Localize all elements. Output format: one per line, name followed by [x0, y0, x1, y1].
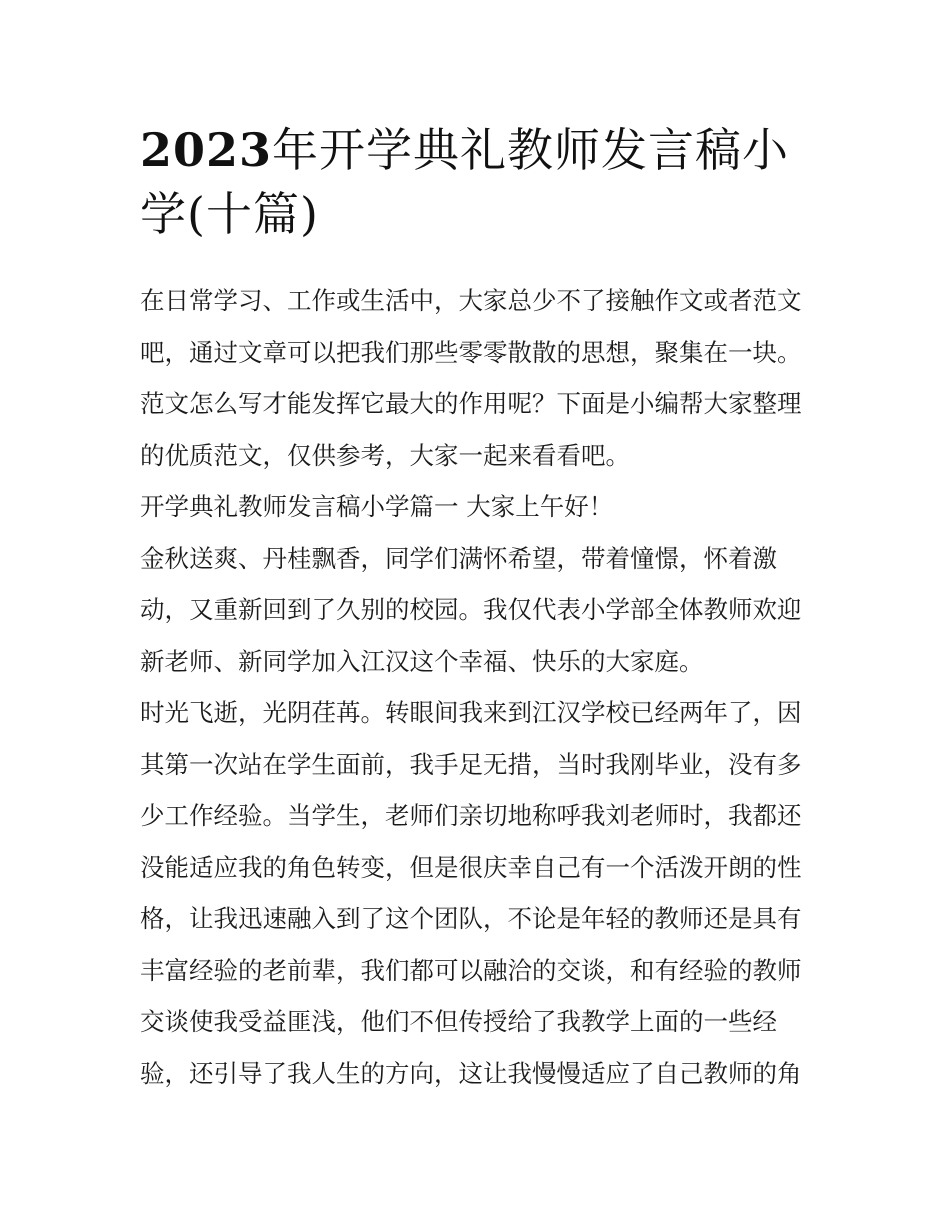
- body-line: 动，又重新回到了久别的校园。我仅代表小学部全体教师欢迎: [140, 595, 802, 624]
- body-line: 金秋送爽、丹桂飘香，同学们满怀希望，带着憧憬，怀着激: [140, 543, 777, 573]
- body-line: 在日常学习、工作或生活中，大家总少不了接触作文或者范文: [140, 286, 802, 315]
- body-line: 范文怎么写才能发挥它最大的作用呢？下面是小编帮大家整理: [140, 389, 802, 418]
- body-line: 丰富经验的老前辈，我们都可以融洽的交谈，和有经验的教师: [140, 955, 802, 985]
- body-line: 格，让我迅速融入到了这个团队，不论是年轻的教师还是具有: [140, 904, 802, 933]
- body-line: 时光飞逝，光阴荏苒。转眼间我来到江汉学校已经两年了，因: [140, 698, 802, 727]
- body-line: 验，还引导了我人生的方向，这让我慢慢适应了自己教师的角: [140, 1058, 802, 1088]
- document-title: [140, 118, 820, 246]
- document-body: [140, 275, 816, 1099]
- body-line: 新老师、新同学加入江汉这个幸福、快乐的大家庭。: [140, 646, 704, 676]
- body-line: 交谈使我受益匪浅，他们不但传授给了我教学上面的一些经: [140, 1007, 777, 1036]
- title-text-line-2: 学(十篇): [140, 187, 319, 241]
- body-line: 少工作经验。当学生，老师们亲切地称呼我刘老师时，我都还: [140, 801, 802, 830]
- body-line: 其第一次站在学生面前，我手足无措，当时我刚毕业，没有多: [140, 749, 802, 779]
- body-line: 的优质范文，仅供参考，大家一起来看看吧。: [140, 440, 630, 470]
- title-year: 2023: [140, 123, 273, 177]
- body-line: 没能适应我的角色转变，但是很庆幸自己有一个活泼开朗的性: [140, 852, 802, 882]
- section-heading-line: 开学典礼教师发言稿小学篇一 大家上午好！: [140, 492, 614, 521]
- body-line: 吧，通过文章可以把我们那些零零散散的思想，聚集在一块。: [140, 337, 802, 367]
- title-text-line-1: 年开学典礼教师发言稿小: [272, 123, 790, 177]
